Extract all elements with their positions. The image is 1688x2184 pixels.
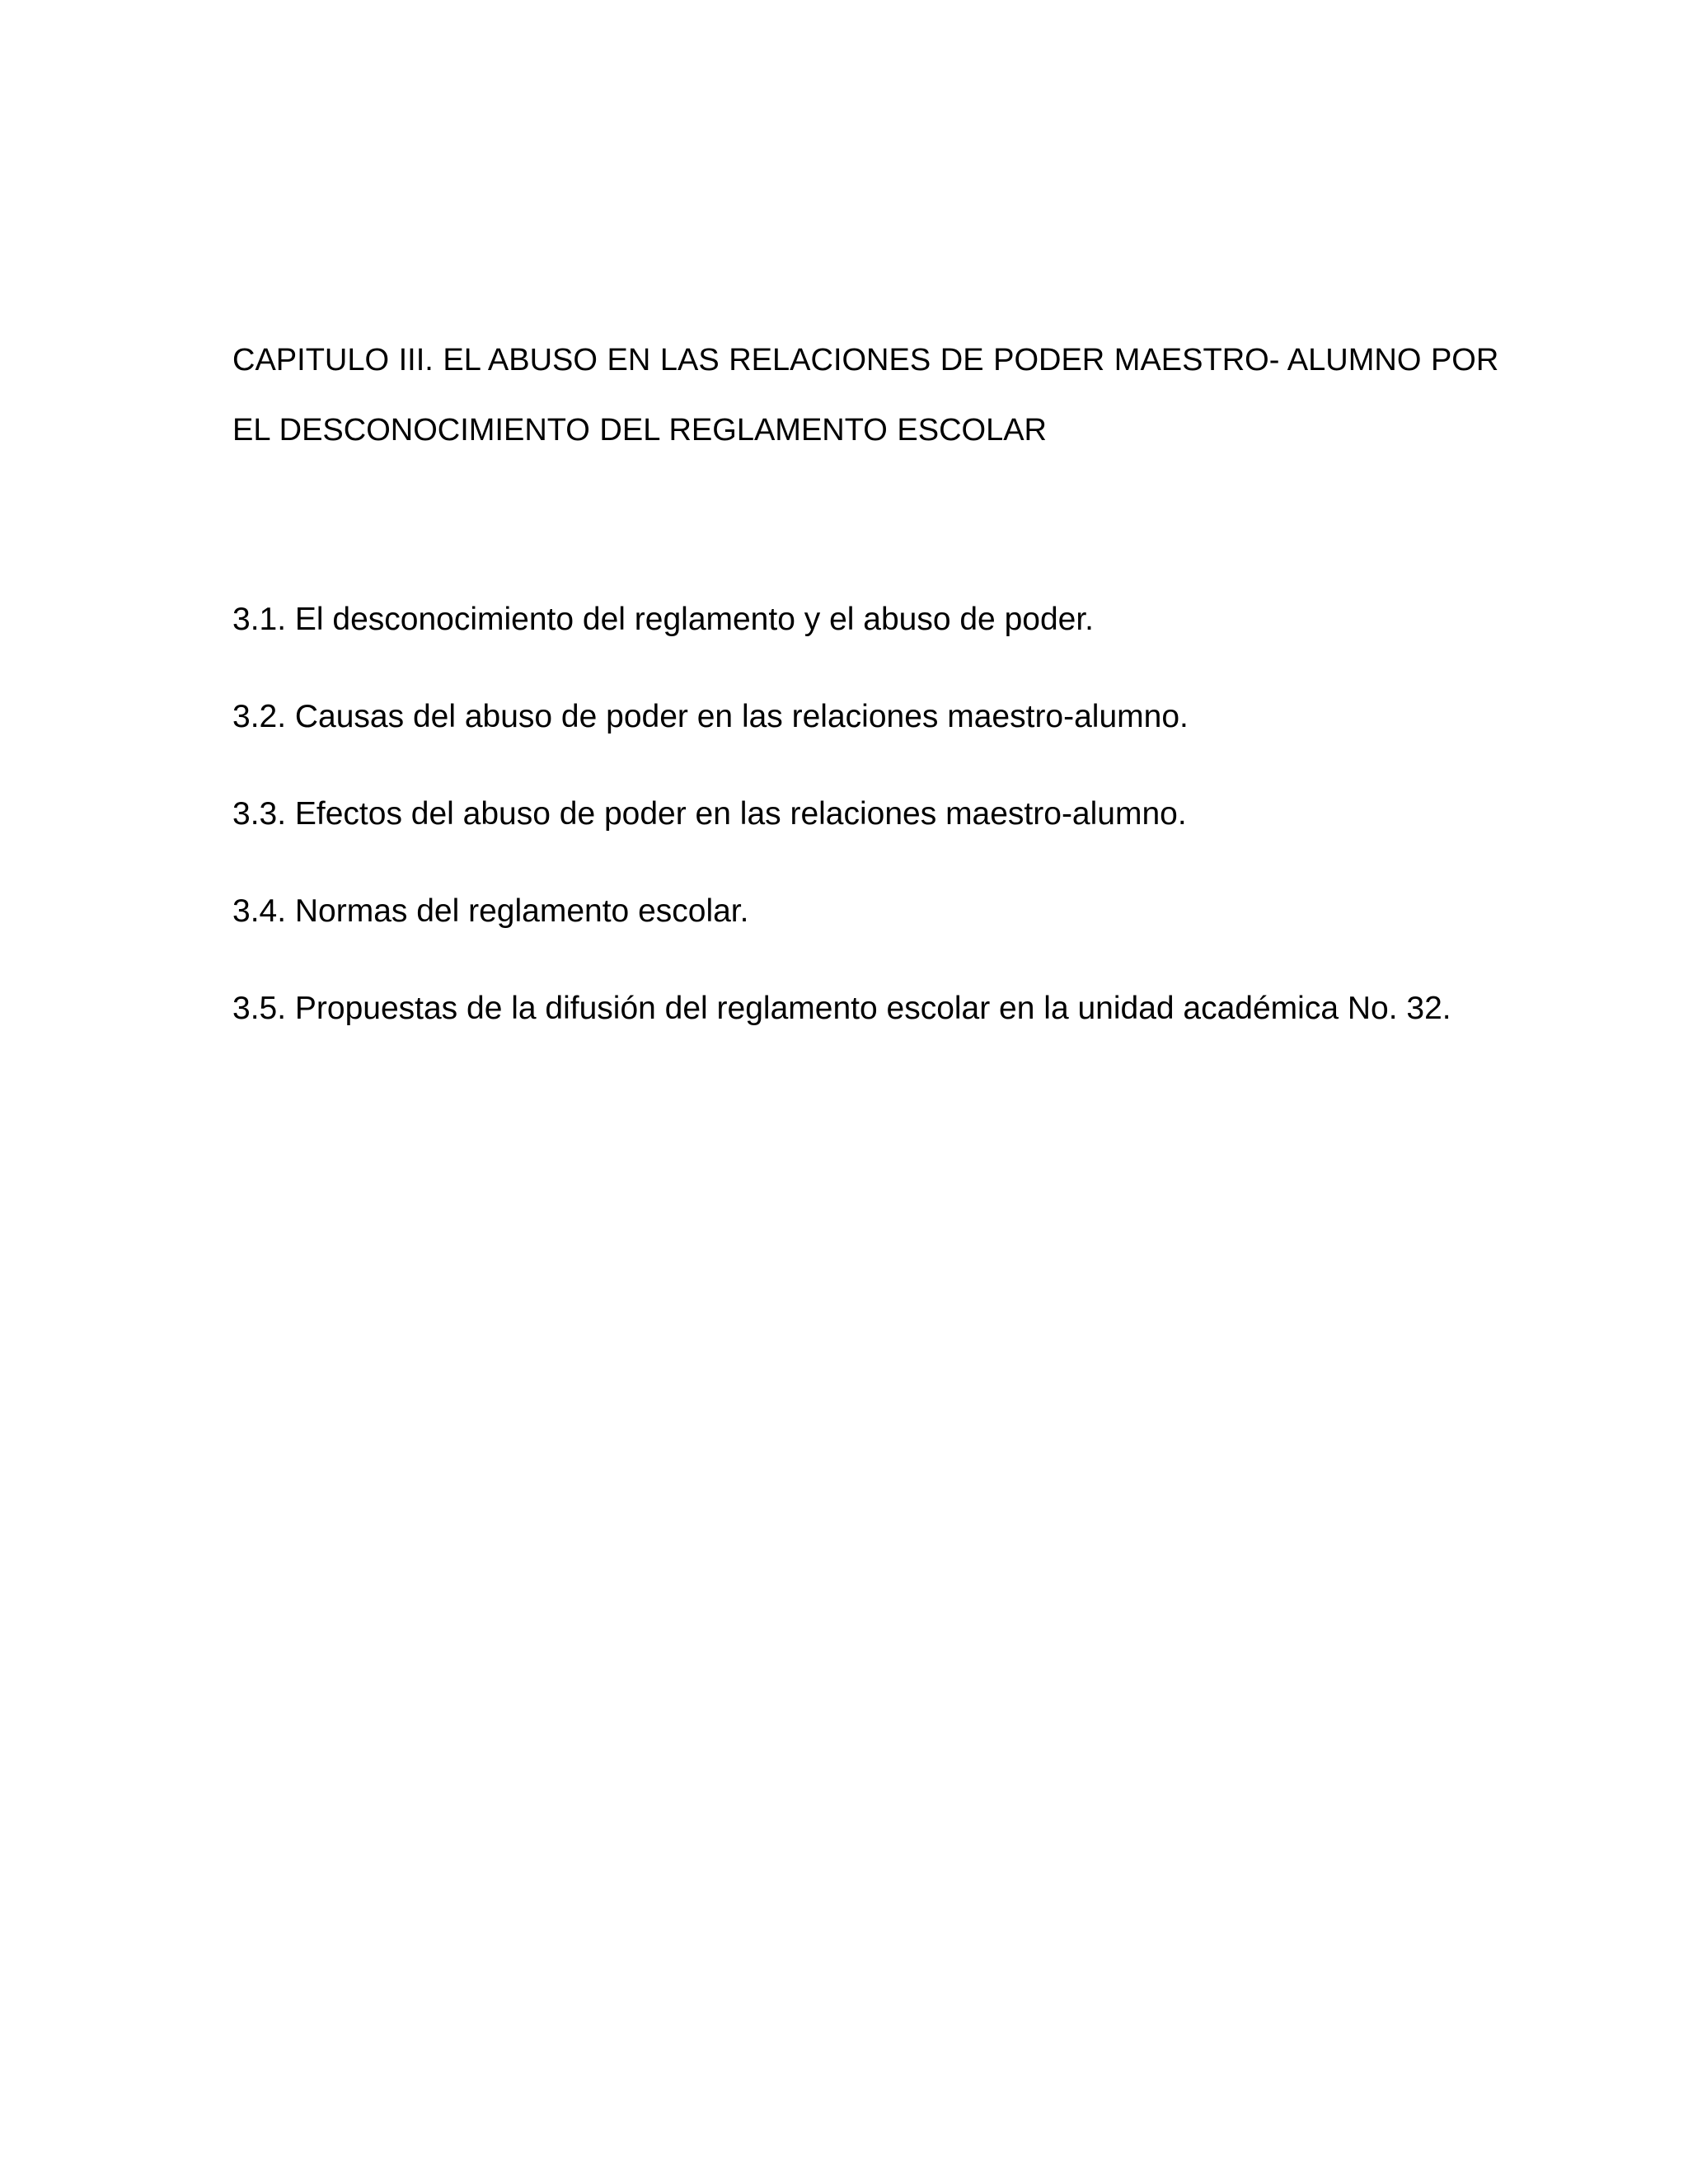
page-content xyxy=(232,326,1518,1071)
section-list xyxy=(232,584,1518,1043)
section-item-3-5: 3.5. Propuestas de la difusión del reglamento escolar en la unidad académica No. 32. xyxy=(232,991,1451,1026)
chapter-title: CAPITULO III. EL ABUSO EN LAS RELACIONES DE PODER MAESTRO- ALUMNO POR EL DESCONOCIMIENTO DEL REGLAMENTO ESCOLAR xyxy=(232,343,1499,448)
section-item-3-1: 3.1. El desconocimiento del reglamento y el abuso de poder. xyxy=(232,602,1095,637)
section-item-3-2: 3.2. Causas del abuso de poder en las relaciones maestro-alumno. xyxy=(232,699,1189,734)
section-item-3-4: 3.4. Normas del reglamento escolar. xyxy=(232,893,749,929)
section-item-3-3: 3.3. Efectos del abuso de poder en las relaciones maestro-alumno. xyxy=(232,796,1187,832)
